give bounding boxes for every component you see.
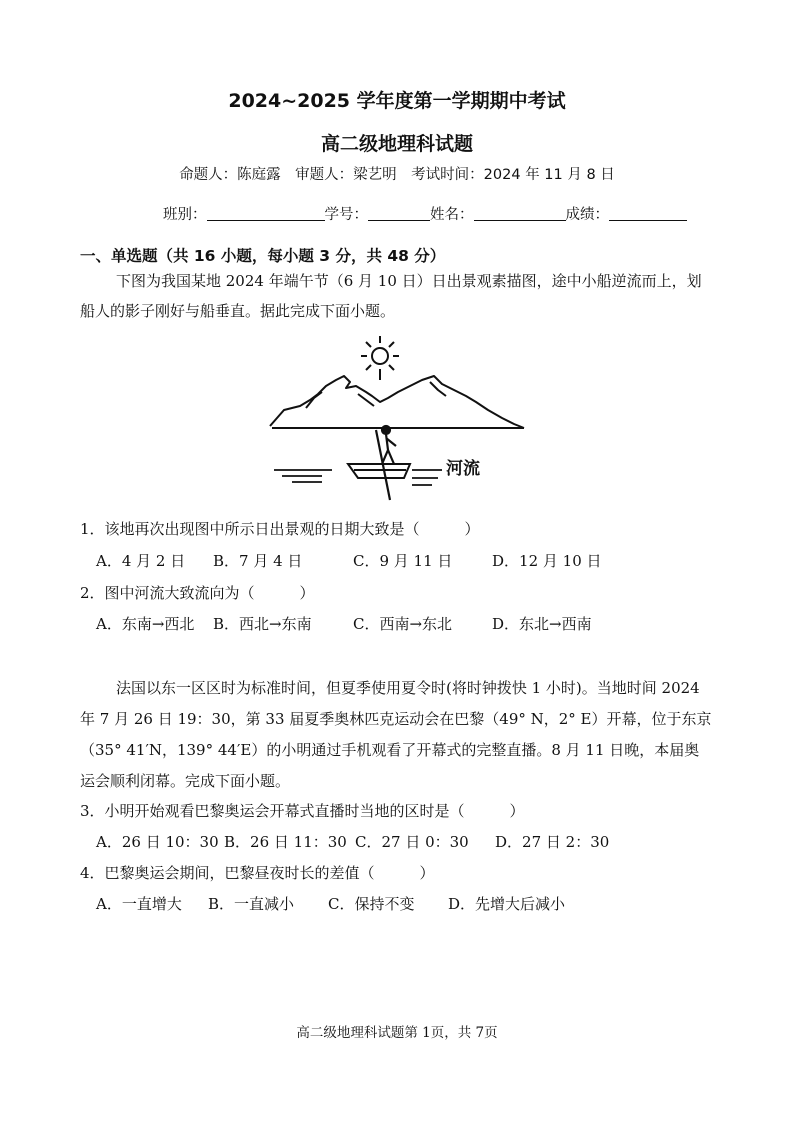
section-heading: 一、单选题（共 16 小题，每小题 3 分，共 48 分） (80, 247, 446, 265)
sun-icon (361, 336, 399, 380)
question-3-stem: 3．小明开始观看巴黎奥运会开幕式直播时当地的区时是（ ） (80, 802, 525, 820)
q4-option-c[interactable]: C．保持不变 (328, 895, 415, 913)
class-label: 班别： (163, 207, 207, 223)
exam-meta: 命题人：陈庭露 审题人：梁艺明 考试时间：2024 年 11 月 8 日 (179, 167, 615, 183)
question-4-stem: 4．巴黎奥运会期间，巴黎昼夜时长的差值（ ） (80, 864, 435, 882)
mountains-icon (270, 376, 524, 428)
q3-option-b[interactable]: B．26 日 11：30 (224, 833, 347, 851)
river-label: 河流 (446, 459, 480, 479)
q4-option-d[interactable]: D．先增大后减小 (448, 895, 566, 913)
passage2-line1: 法国以东一区区时为标准时间，但夏季使用夏令时(将时钟拨快 1 小时)。当地时间 2024 (116, 679, 700, 697)
passage2-line3: （35° 41′N，139° 44′E）的小明通过手机观看了开幕式的完整直播。8 月 11 日晚，本届奥 (80, 741, 700, 759)
id-label: 学号： (324, 207, 368, 223)
page-footer: 高二级地理科试题第 1页，共 7页 (296, 1025, 498, 1041)
q3-option-d[interactable]: D．27 日 2：30 (495, 833, 610, 851)
question-2-stem: 2．图中河流大致流向为（ ） (80, 584, 315, 602)
q1-option-c[interactable]: C．9 月 11 日 (353, 552, 453, 570)
exam-title: 2024~2025 学年度第一学期期中考试 (228, 90, 566, 112)
question-1-stem: 1．该地再次出现图中所示日出景观的日期大致是（ ） (80, 520, 480, 538)
q4-option-a[interactable]: A．一直增大 (96, 895, 182, 913)
score-blank[interactable] (609, 206, 687, 221)
q2-option-a[interactable]: A．东南→西北 (96, 615, 195, 633)
name-blank[interactable] (474, 206, 566, 221)
boat-icon (348, 464, 410, 478)
passage2-line2: 年 7 月 26 日 19：30，第 33 届夏季奥林匹克运动会在巴黎（49° N，2° E）开幕，位于东京 (80, 710, 712, 728)
name-label: 姓名： (430, 207, 474, 223)
exam-subtitle: 高二级地理科试题 (320, 133, 473, 155)
q1-option-a[interactable]: A．4 月 2 日 (96, 552, 186, 570)
class-blank[interactable] (207, 206, 325, 221)
q2-option-c[interactable]: C．西南→东北 (353, 615, 453, 633)
passage2-line4: 运会顺利闭幕。完成下面小题。 (80, 772, 291, 790)
id-blank[interactable] (368, 206, 430, 221)
score-label: 成绩： (565, 207, 609, 223)
student-info-fields (163, 203, 687, 224)
q4-option-b[interactable]: B．一直减小 (208, 895, 295, 913)
passage1-line1: 下图为我国某地 2024 年端午节（6 月 10 日）日出景观素描图，途中小船逆流而上，划 (116, 272, 702, 290)
q2-option-b[interactable]: B．西北→东南 (213, 615, 312, 633)
passage1-line2: 船人的影子刚好与船垂直。据此完成下面小题。 (80, 302, 396, 320)
q3-option-a[interactable]: A．26 日 10：30 (96, 833, 219, 851)
q3-option-c[interactable]: C．27 日 0：30 (355, 833, 469, 851)
sunrise-sketch-figure (262, 330, 542, 510)
q1-option-d[interactable]: D．12 月 10 日 (492, 552, 602, 570)
q2-option-d[interactable]: D．东北→西南 (492, 615, 592, 633)
q1-option-b[interactable]: B．7 月 4 日 (213, 552, 303, 570)
